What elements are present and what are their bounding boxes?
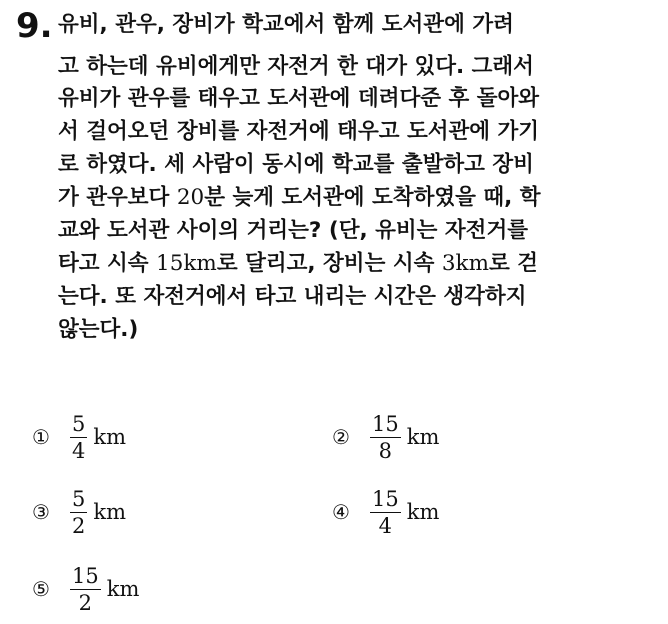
unit-km: km — [455, 251, 489, 276]
question-line-6: 가 관우보다 20분 늦게 도서관에 도착하였을 때, 학 — [58, 185, 541, 210]
question-line-8: 타고 시속 15km로 달리고, 장비는 시속 3km로 걷 — [58, 251, 538, 276]
numerator: 5 — [72, 411, 86, 436]
number-15: 15 — [156, 251, 184, 276]
unit: km — [406, 425, 440, 449]
question-line-2: 고 하는데 유비에게만 자전거 한 대가 있다. 그래서 — [58, 54, 534, 79]
unit: km — [106, 577, 140, 601]
number-3: 3 — [441, 251, 456, 276]
question-line-7: 교와 도서관 사이의 거리는? (단, 유비는 자전거를 — [58, 218, 528, 243]
choice-marker: ④ — [332, 500, 350, 524]
choice-5[interactable] — [32, 554, 139, 624]
unit-km: km — [183, 251, 217, 276]
question-line-1: 유비, 관우, 장비가 학교에서 함께 도서관에 가려 — [58, 12, 514, 37]
question-number: 9. — [16, 6, 53, 46]
question-line-3: 유비가 관우를 태우고 도서관에 데려다준 후 돌아와 — [58, 86, 540, 111]
denominator: 4 — [72, 438, 86, 463]
choice-4[interactable] — [332, 477, 439, 547]
choice-3[interactable] — [32, 477, 126, 547]
choice-marker: ③ — [32, 500, 50, 524]
choice-marker: ① — [32, 425, 50, 449]
fraction — [70, 486, 87, 539]
denominator: 2 — [78, 590, 93, 615]
question-line-9: 는다. 또 자전거에서 타고 내리는 시간은 생각하지 — [58, 284, 527, 309]
denominator: 8 — [378, 438, 393, 463]
choice-marker: ② — [332, 425, 350, 449]
unit: km — [93, 500, 127, 524]
fraction — [70, 563, 101, 616]
unit: km — [93, 425, 127, 449]
fraction — [370, 486, 401, 539]
denominator: 4 — [378, 513, 393, 538]
numerator: 15 — [372, 486, 399, 511]
numerator: 5 — [72, 486, 86, 511]
number-20: 20 — [176, 185, 205, 210]
unit: km — [406, 500, 440, 524]
denominator: 2 — [72, 513, 86, 538]
fraction — [70, 411, 87, 464]
question-line-10: 않는다.) — [58, 317, 139, 342]
question-line-5: 로 하였다. 세 사람이 동시에 학교를 출발하고 장비 — [58, 152, 534, 177]
numerator: 15 — [72, 563, 99, 588]
choice-1[interactable] — [32, 402, 126, 472]
choice-2[interactable] — [332, 402, 439, 472]
fraction — [370, 411, 401, 464]
numerator: 15 — [372, 411, 399, 436]
choice-marker: ⑤ — [32, 577, 50, 601]
question-line-4: 서 걸어오던 장비를 자전거에 태우고 도서관에 가기 — [58, 119, 540, 144]
